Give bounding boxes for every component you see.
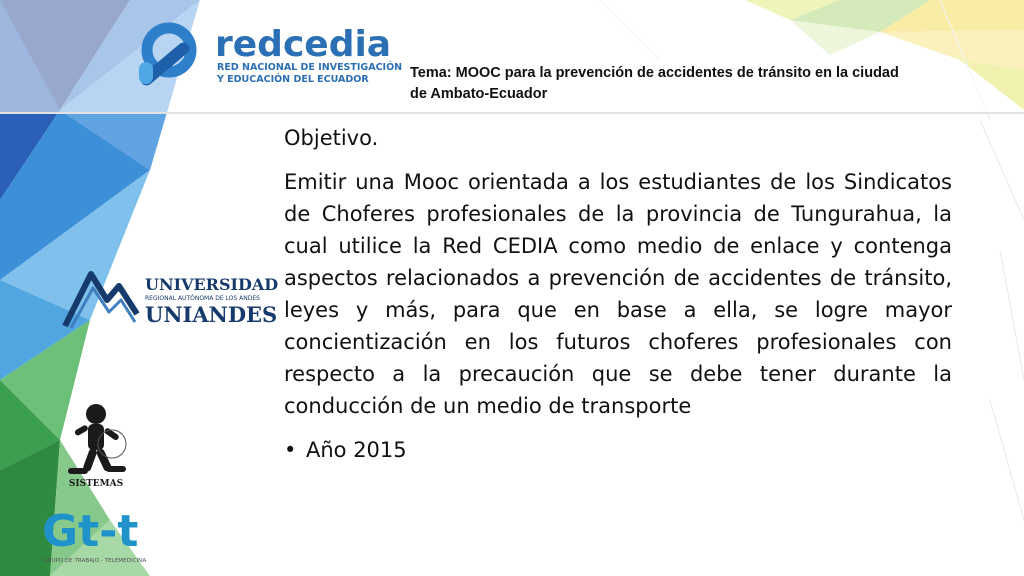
year-text: Año 2015 xyxy=(306,438,407,462)
gtt-tagline: GRUPO DE TRABAJO - TELEMEDICINA xyxy=(43,558,147,564)
topic-line-1: Tema: MOOC para la prevención de accidentes de tránsito en la ciudad xyxy=(410,65,899,81)
sistemas-logo xyxy=(60,400,132,490)
objective-paragraph: Emitir una Mooc orientada a los estudiantes de los Sindicatos de Choferes profesionales de la provincia de Tungurahua, la cual utilice la Red CEDIA como medio de enlace y contenga aspectos relacionados a prevención de accidentes de tránsito, leyes y más, para que en base a ella, se logre mayor concientización en los futuros choferes profesionales con respecto a la precaución que se debe tener durante la conducción de un medio de transporte xyxy=(284,170,952,418)
redcedia-tagline-1: RED NACIONAL DE INVESTIGACIÓN xyxy=(217,62,403,73)
redcedia-emblem-icon xyxy=(138,28,192,88)
mountain-icon xyxy=(65,274,137,328)
redcedia-tagline-2: Y EDUCACIÓN DEL ECUADOR xyxy=(217,74,369,85)
figure-icon xyxy=(68,404,126,474)
slide-content xyxy=(284,122,952,466)
gtt-logo xyxy=(40,500,148,568)
sistemas-label: SISTEMAS xyxy=(68,479,124,489)
uniandes-line-3: UNIANDES xyxy=(145,302,278,327)
uniandes-line-1: UNIVERSIDAD xyxy=(145,275,279,294)
topic-title xyxy=(410,63,980,105)
uniandes-logo xyxy=(63,266,279,332)
header-divider xyxy=(0,112,1024,114)
year-list-item xyxy=(284,434,952,466)
objective-heading: Objetivo. xyxy=(284,126,379,150)
redcedia-wordmark: redcedia xyxy=(215,24,392,65)
bullet-icon: • xyxy=(284,438,297,462)
uniandes-line-2: REGIONAL AUTÓNOMA DE LOS ANDES xyxy=(145,295,260,302)
topic-line-2: de Ambato-Ecuador xyxy=(410,86,548,102)
redcedia-logo xyxy=(133,20,403,92)
gtt-wordmark: Gt-t xyxy=(42,506,139,557)
